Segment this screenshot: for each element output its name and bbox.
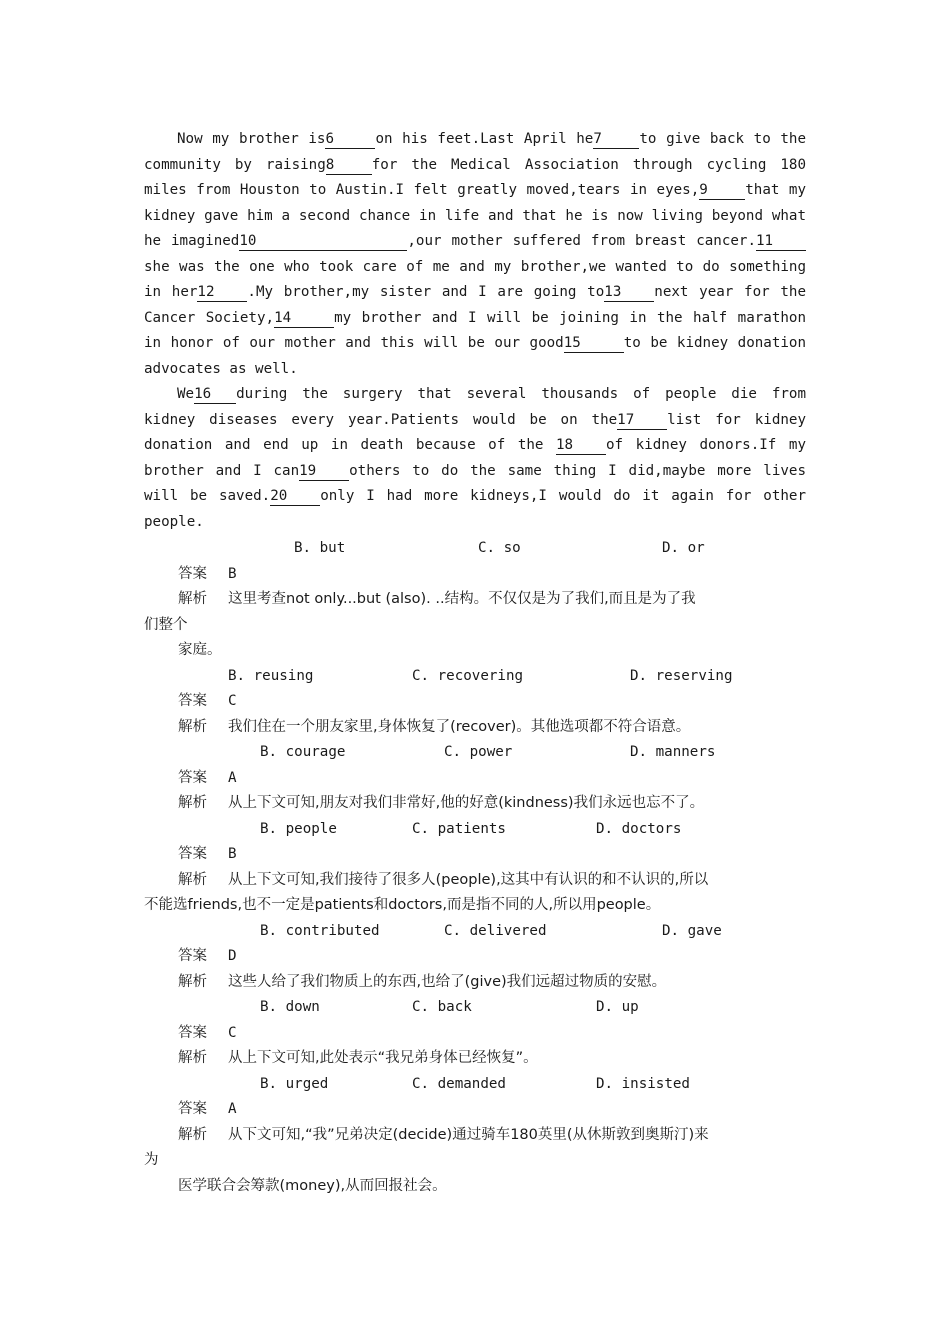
- p1-text: to be kidney donation advocates as well.: [144, 335, 807, 377]
- option: B. people: [260, 820, 337, 837]
- explanation-continued: 们整个: [144, 616, 188, 633]
- answer-row: [144, 1021, 812, 1047]
- p1-text: that my kidney gave him a second chance in life and that he is now living beyond what he imagined: [144, 182, 806, 249]
- answer-value: B: [228, 565, 237, 582]
- option: D. doctors: [596, 820, 682, 837]
- answer-label: 答案: [178, 1024, 207, 1041]
- option: B. contributed: [260, 922, 380, 939]
- blank-13: 13: [604, 283, 654, 302]
- option: B. reusing: [228, 667, 314, 684]
- p2-text-b: during the surgery that several thousands of people die from kidney diseases every year.Patients would be on the: [144, 386, 806, 428]
- answer-list: [144, 536, 812, 1199]
- option: D. insisted: [596, 1075, 690, 1092]
- option: B. but: [294, 540, 346, 556]
- answer-item: [144, 536, 812, 664]
- p1-text: on his feet.Last April he: [375, 131, 594, 147]
- p2-text-c: list for kidney donation and end up in death because of the: [144, 411, 807, 453]
- options-row: [144, 664, 812, 690]
- answer-value: C: [228, 693, 237, 709]
- options-row: [144, 919, 812, 945]
- answer-row: [144, 842, 812, 868]
- answer-item: [144, 740, 812, 817]
- answer-value: C: [228, 1024, 237, 1041]
- option: C. delivered: [444, 922, 547, 939]
- answer-value: B: [228, 846, 237, 862]
- answer-item: [144, 817, 812, 919]
- option: C. recovering: [412, 667, 524, 684]
- option: D. gave: [662, 922, 722, 939]
- explanation-label: 解析: [178, 973, 207, 990]
- answer-row: [144, 1097, 812, 1123]
- explanation-row: [144, 970, 812, 996]
- option: C. so: [478, 540, 521, 556]
- blank-15: 15: [564, 334, 624, 353]
- option: C. power: [444, 744, 513, 760]
- answer-value: D: [228, 948, 237, 964]
- explanation-row: [144, 1046, 812, 1072]
- answer-item: [144, 919, 812, 996]
- explanation-text: 我们住在一个朋友家里,身体恢复了(recover)。其他选项都不符合语意。: [228, 718, 691, 735]
- answer-label: 答案: [178, 769, 207, 786]
- p1-text: to give back to the community by raising: [144, 131, 806, 173]
- blank-10: 10: [239, 232, 407, 251]
- explanation-row: [144, 1123, 812, 1149]
- option: D. up: [596, 999, 639, 1015]
- answer-label: 答案: [178, 565, 207, 582]
- option: D. or: [662, 540, 705, 556]
- explanation-label: 解析: [178, 718, 207, 735]
- paragraph-2: [144, 382, 806, 535]
- answer-item: [144, 664, 812, 741]
- p2-text-f: only I had more kidneys,I would do it again for other people.: [144, 488, 806, 530]
- options-row: [144, 1072, 812, 1098]
- explanation-row: [144, 715, 812, 741]
- options-row: [144, 536, 812, 562]
- option: B. urged: [260, 1075, 329, 1092]
- p1-text: Now my brother is: [177, 131, 326, 147]
- answer-value: A: [228, 769, 237, 786]
- paragraph-1: [144, 127, 806, 382]
- blank-18: 18: [556, 436, 606, 455]
- answer-label: 答案: [178, 693, 207, 709]
- option: C. patients: [412, 820, 506, 837]
- blank-11: 11: [756, 232, 806, 251]
- explanation-continued: 为: [144, 1152, 159, 1168]
- p1-text: next year for the Cancer Society,: [144, 284, 806, 326]
- explanation-row: [144, 587, 812, 613]
- answer-label: 答案: [178, 846, 207, 862]
- option: C. back: [412, 999, 472, 1015]
- blank-12: 12: [197, 283, 247, 302]
- p1-text: .My brother,my sister and I are going to: [247, 284, 605, 300]
- p2-text-d: of kidney donors.If my brother and I can: [144, 437, 806, 479]
- option: B. down: [260, 999, 320, 1015]
- option: D. reserving: [630, 667, 733, 684]
- options-row: [144, 817, 812, 843]
- p1-text: she was the one who took care of me and my brother,we wanted to do something in her: [144, 258, 806, 300]
- p1-text: my brother and I will be joining in the half marathon in honor of our mother and this will be our good: [144, 309, 806, 351]
- option: D. manners: [630, 744, 716, 760]
- answer-row: [144, 944, 812, 970]
- explanation-label: 解析: [178, 871, 207, 888]
- answer-row: [144, 689, 812, 715]
- explanation-text: 这里考查not only...but (also). ..结构。不仅仅是为了我们,而且是为了我: [228, 591, 696, 607]
- explanation-text: 从上下文可知,我们接待了很多人(people),这其中有认识的和不认识的,所以: [228, 871, 709, 888]
- answer-value: A: [228, 1101, 237, 1117]
- options-row: [144, 740, 812, 766]
- p1-text: for the Medical Association through cycling 180 miles from Houston to Austin.I felt greatly moved,tears in eyes,: [144, 156, 806, 198]
- explanation-continued: 不能选friends,也不一定是patients和doctors,而是指不同的人,所以用people。: [144, 897, 661, 913]
- blank-19: 19: [299, 462, 349, 481]
- blank-14: 14: [274, 309, 334, 328]
- options-row: [144, 995, 812, 1021]
- blank-16: 16: [194, 385, 236, 404]
- answer-row: [144, 766, 812, 792]
- explanation-row: [144, 791, 812, 817]
- blank-20: 20: [270, 487, 320, 506]
- blank-6: 6: [325, 130, 375, 149]
- explanation-text: 从上下文可知,朋友对我们非常好,他的好意(kindness)我们永远也忘不了。: [228, 795, 705, 811]
- answer-item: [144, 995, 812, 1072]
- explanation-text: 从上下文可知,此处表示“我兄弟身体已经恢复”。: [228, 1050, 538, 1066]
- blank-7: 7: [593, 130, 639, 149]
- p1-text: ,our mother suffered from breast cancer.: [407, 233, 756, 249]
- answer-item: [144, 1072, 812, 1200]
- explanation-continued: 家庭。: [178, 642, 222, 658]
- explanation-text: 从下文可知,“我”兄弟决定(decide)通过骑车180英里(从休斯敦到奥斯汀)来: [228, 1126, 709, 1143]
- p2-text-a: We: [177, 386, 195, 402]
- cloze-passage: [144, 127, 806, 535]
- option: B. courage: [260, 744, 346, 760]
- answer-label: 答案: [178, 948, 207, 964]
- explanation-label: 解析: [178, 1126, 207, 1143]
- answer-row: [144, 562, 812, 588]
- explanation-row: [144, 868, 812, 894]
- blank-17: 17: [617, 411, 667, 430]
- explanation-label: 解析: [178, 591, 207, 607]
- explanation-text: 这些人给了我们物质上的东西,也给了(give)我们远超过物质的安慰。: [228, 973, 667, 990]
- blank-8: 8: [326, 156, 372, 175]
- explanation-label: 解析: [178, 795, 207, 811]
- answer-label: 答案: [178, 1101, 207, 1117]
- explanation-continued: 医学联合会筹款(money),从而回报社会。: [178, 1177, 447, 1194]
- p2-text-e: others to do the same thing I did,maybe more lives will be saved.: [144, 462, 806, 504]
- blank-9: 9: [699, 181, 745, 200]
- explanation-label: 解析: [178, 1050, 207, 1066]
- option: C. demanded: [412, 1075, 506, 1092]
